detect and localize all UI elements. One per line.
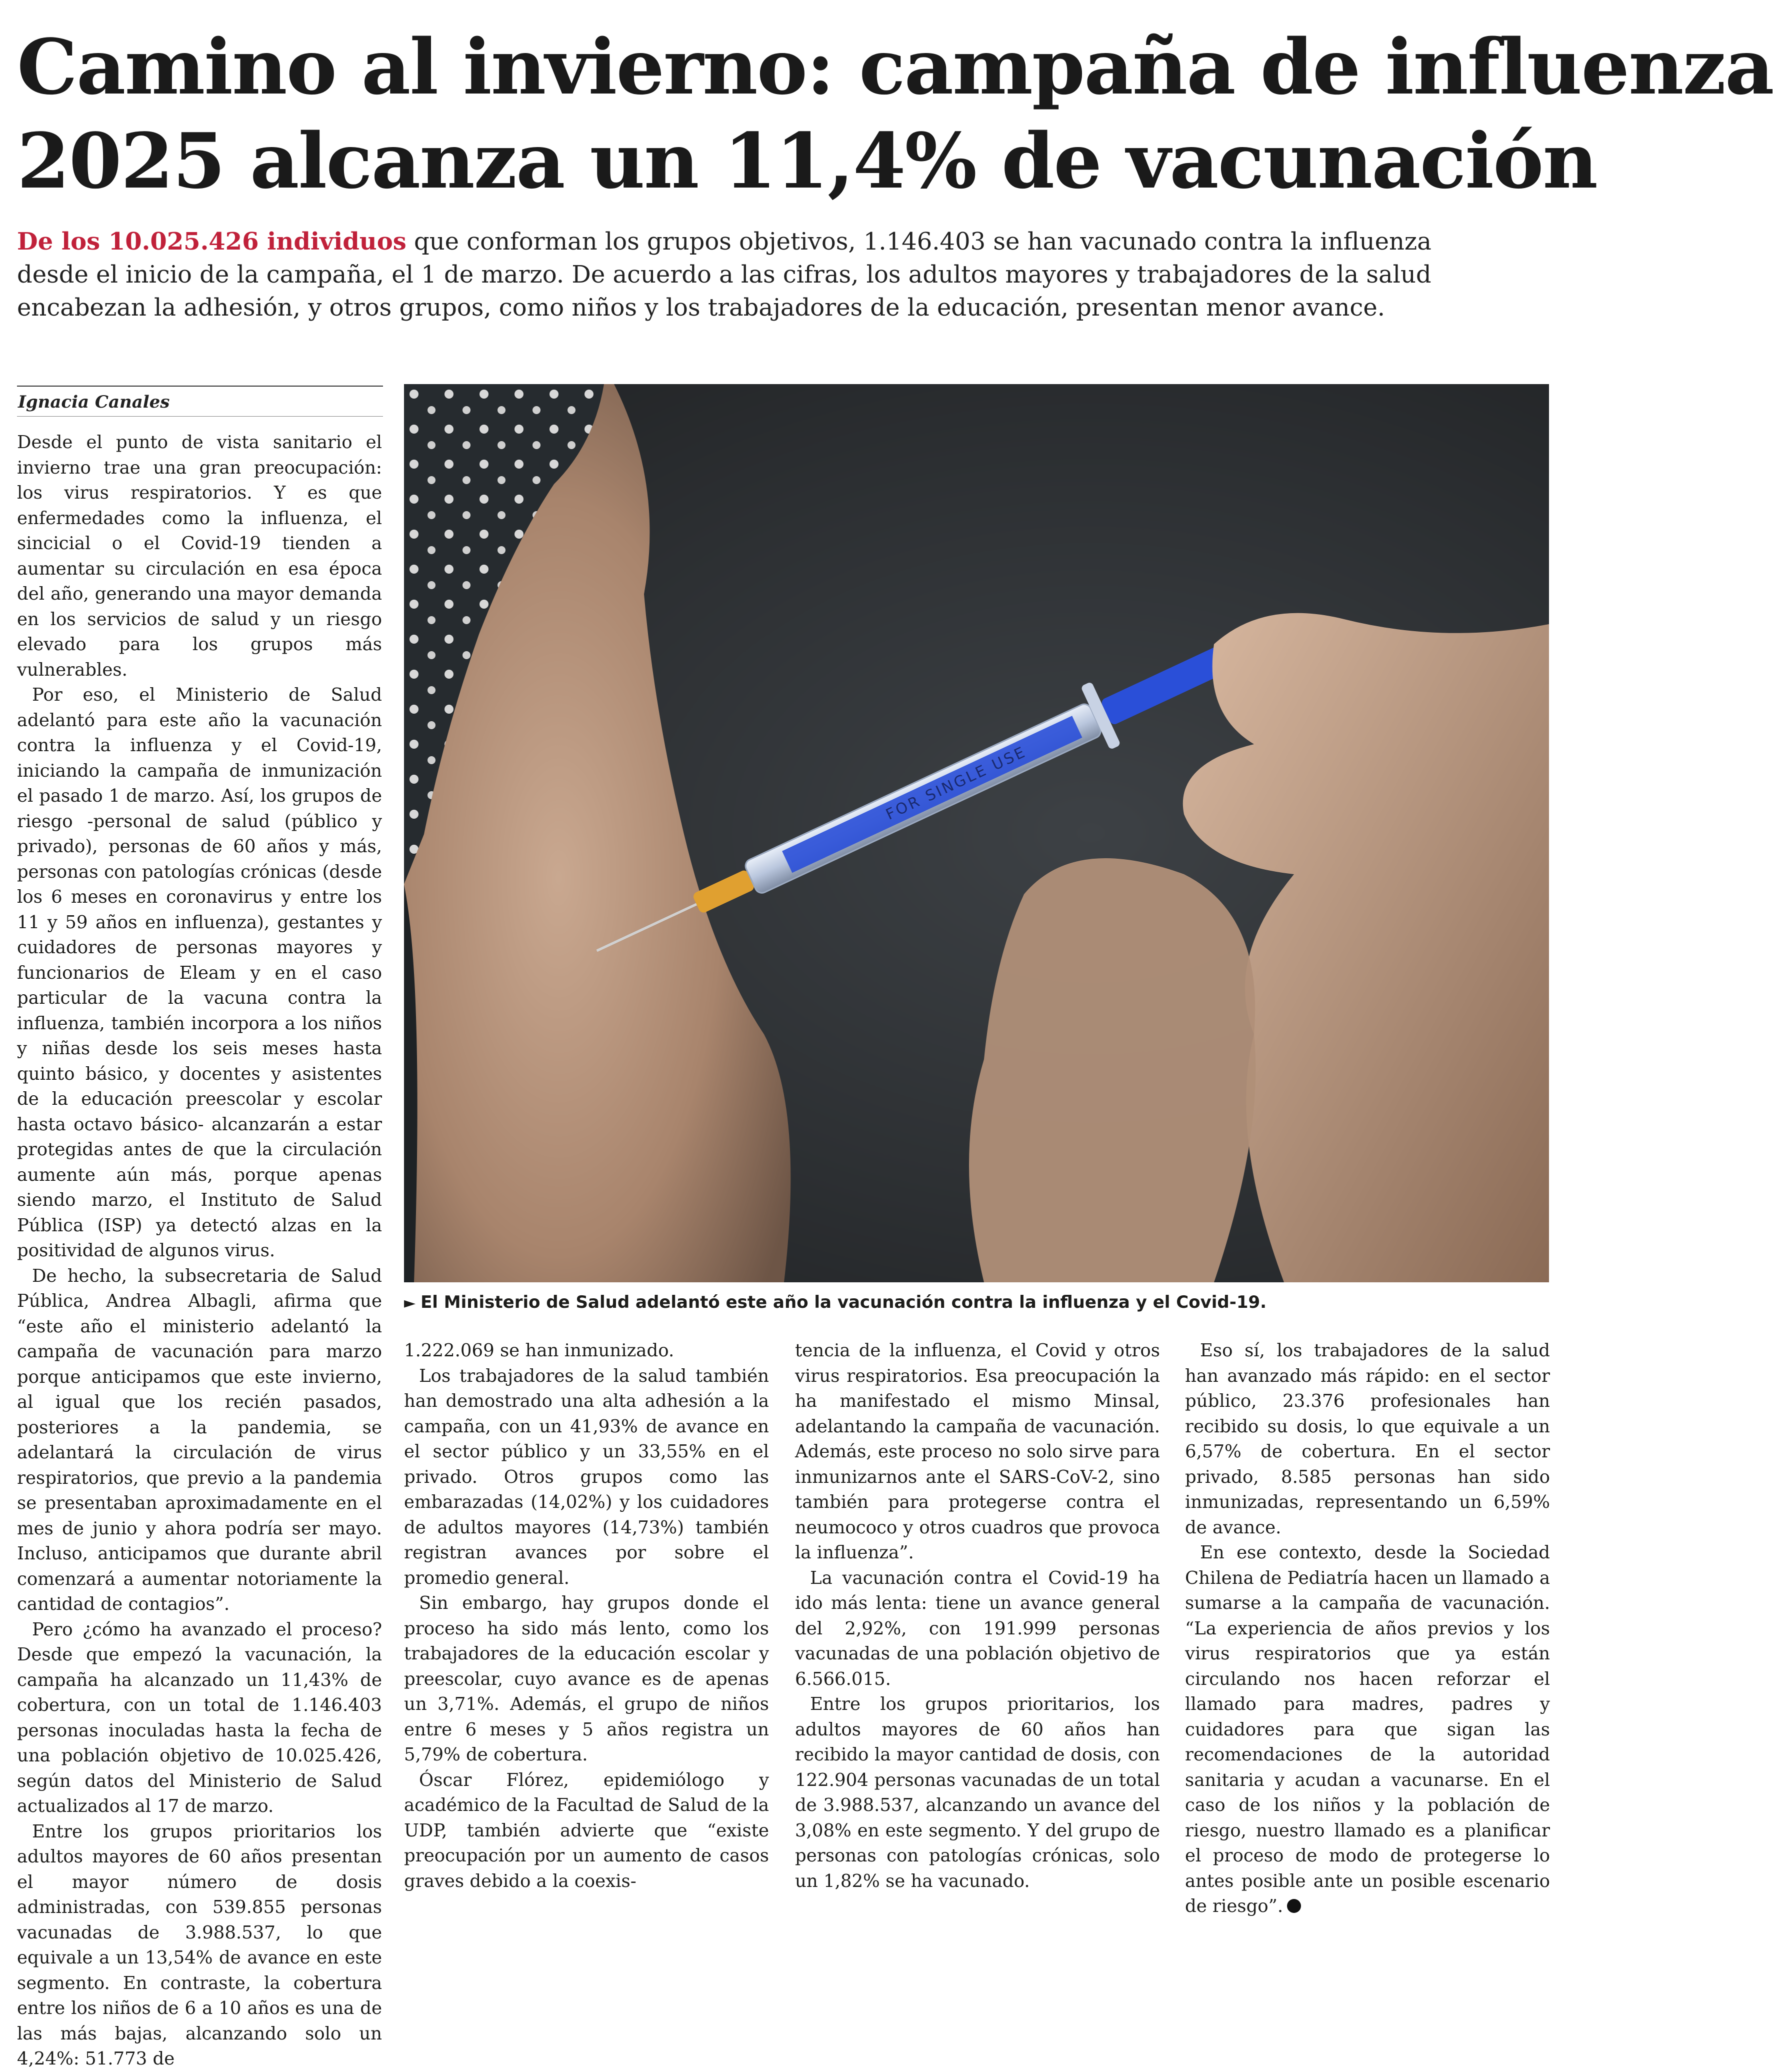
body-paragraph: 1.222.069 se han inmunizado.	[404, 1340, 674, 1361]
body-paragraph: Entre los grupos prioritarios, los adultos mayores de 60 años han recibido la mayor cantidad de dosis, con 122.904 personas vacunadas de un total de 3.988.537, alcanzando un avance del 3,08% en este segmento. Y del grupo de personas con patologías crónicas, solo un 1,82% se ha vacunado.	[795, 1694, 1160, 1891]
photo-caption	[404, 1291, 1554, 1314]
body-paragraph: La vacunación contra el Covid-19 ha ido más lenta: tiene un avance general del 2,92%, con 191.999 personas vacunadas de una población objetivo de 6.566.015.	[795, 1567, 1160, 1689]
headline-line-2: 2025 alcanza un 11,4% de vacunación	[17, 116, 1597, 206]
body-paragraph: Sin embargo, hay grupos donde el proceso ha sido más lento, como los trabajadores de la educación escolar y preescolar, cuyo avance es de apenas un 3,71%. Además, el grupo de niños entre 6 meses y 5 años registra un 5,79% de cobertura.	[404, 1593, 769, 1765]
headline-line-1: Camino al invierno: campaña de influenza	[17, 22, 1773, 112]
vaccination-illustration	[404, 384, 1549, 1282]
lead-line-3: encabezan la adhesión, y otros grupos, como niños y los trabajadores de la educación, presentan menor avance.	[17, 294, 1385, 322]
body-paragraph: De hecho, la subsecretaria de Salud Pública, Andrea Albagli, afirma que “este año el ministerio adelantó la campaña de vacunación para marzo porque anticipamos que este invierno, al igual que los recién pasados, posteriores a la pandemia, se adelantará la circulación de virus respiratorios, que previo a la pandemia se presentaban aproximadamente en el mes de junio y ahora podría ser mayo. Incluso, anticipamos que durante abril comenzará a aumentar notoriamente la cantidad de contagios”.	[17, 1265, 382, 1614]
lead-paragraph	[17, 225, 1432, 324]
body-paragraph: tencia de la influenza, el Covid y otros virus respiratorios. Esa preocupación la ha manifestado el mismo Minsal, adelantando la campaña de vacunación. Además, este proceso no solo sirve para inmunizarnos ante el SARS-CoV-2, sino también para protegerse contra el neumococo y otros cuadros que provoca la influenza”.	[795, 1340, 1160, 1563]
body-column-1	[17, 430, 382, 2072]
caption-marker-icon: ►	[404, 1294, 416, 1312]
caption-text: El Ministerio de Salud adelantó este año la vacunación contra la influenza y el Covid-19.	[420, 1292, 1267, 1312]
byline: Ignacia Canales	[18, 392, 170, 412]
end-of-article-icon	[1287, 1899, 1301, 1913]
byline-bottom-rule	[17, 416, 383, 417]
body-paragraph: Entre los grupos prioritarios los adultos mayores de 60 años presentan el mayor número de dosis administradas, con 539.855 personas vacunadas de 3.988.537, lo que equivale a un 13,54% de avance en este segmento. En contraste, la cobertura entre los niños de 6 a 10 años es una de las más bajas, alcanzando solo un 4,24%: 51.773 de	[17, 1821, 382, 2069]
article-photo	[404, 384, 1549, 1282]
lead-line-1	[17, 225, 1432, 258]
lead-highlight: De los 10.025.426 individuos	[17, 228, 406, 256]
lead-line-2: desde el inicio de la campaña, el 1 de marzo. De acuerdo a las cifras, los adultos mayores y trabajadores de la salud	[17, 261, 1432, 289]
body-paragraph: Desde el punto de vista sanitario el invierno trae una gran preocupación: los virus respiratorios. Y es que enfermedades como la influenza, el sincicial o el Covid-19 tienden a aumentar su circulación en esa época del año, generando una mayor demanda en los servicios de salud y un riesgo elevado para los grupos más vulnerables.	[17, 432, 382, 680]
byline-top-rule	[17, 386, 383, 387]
body-paragraph: Los trabajadores de la salud también han demostrado una alta adhesión a la campaña, con un 41,93% de avance en el sector público y un 33,55% en el privado. Otros grupos como las embarazadas (14,02%) y los cuidadores de adultos mayores (14,73%) también registran avances por sobre el promedio general.	[404, 1365, 769, 1588]
body-column-4	[1185, 1338, 1550, 1919]
body-column-2	[404, 1338, 769, 1894]
thumb-shape	[969, 858, 1256, 1282]
body-paragraph: Óscar Flórez, epidemiólogo y académico de la Facultad de Salud de la UDP, también advierte que “existe preocupación por un aumento de casos graves debido a la coexis-	[404, 1769, 769, 1891]
body-paragraph: Eso sí, los trabajadores de la salud han avanzado más rápido: en el sector público, 23.376 profesionales han recibido su dosis, lo que equivale a un 6,57% de cobertura. En el sector privado, 8.585 personas han sido inmunizadas, representando un 6,59% de avance.	[1185, 1340, 1550, 1538]
body-column-3	[795, 1338, 1160, 1894]
body-paragraph: Por eso, el Ministerio de Salud adelantó para este año la vacunación contra la influenza y el Covid-19, iniciando la campaña de inmunización el pasado 1 de marzo. Así, los grupos de riesgo -personal de salud (público y privado), personas de 60 años y más, personas con patologías crónicas (desde los 6 meses en coronavirus y entre los 11 y 59 años en influenza), gestantes y cuidadores de personas mayores y funcionarios de Eleam y en el caso particular de la vacuna contra la influenza, también incorpora a los niños y niñas desde los seis meses hasta quinto básico, y docentes y asistentes de la educación preescolar y escolar hasta octavo básico- alcanzarán a estar protegidas antes de que la circulación aumente aún más, porque apenas siendo marzo, el Instituto de Salud Pública (ISP) ya detectó alzas en la positividad de algunos virus.	[17, 685, 382, 1261]
headline	[17, 20, 1773, 208]
syringe-label: FOR SINGLE USE	[883, 743, 1030, 824]
lead-line-1-rest: que conforman los grupos objetivos, 1.146.403 se han vacunado contra la influenza	[406, 228, 1432, 256]
final-paragraph-text: En ese contexto, desde la Sociedad Chilena de Pediatría hacen un llamado a sumarse a la campaña de vacunación. “La experiencia de años previos y los virus respiratorios que ya están circulando nos hacen reforzar el llamado para madres, padres y cuidadores para que sigan las recomendaciones de la autoridad sanitaria y acudan a vacunarse. En el caso de los niños y la población de riesgo, nuestro llamado es a planificar el proceso de modo de protegerse lo antes posible ante un posible escenario de riesgo”.	[1185, 1542, 1550, 1916]
body-paragraph-final	[1185, 1540, 1550, 1919]
body-paragraph: Pero ¿cómo ha avanzado el proceso? Desde que empezó la vacunación, la campaña ha alcanzado un 11,43% de cobertura, con un total de 1.146.403 personas inoculadas hasta la fecha de una población objetivo de 10.025.426, según datos del Ministerio de Salud actualizados al 17 de marzo.	[17, 1619, 382, 1816]
